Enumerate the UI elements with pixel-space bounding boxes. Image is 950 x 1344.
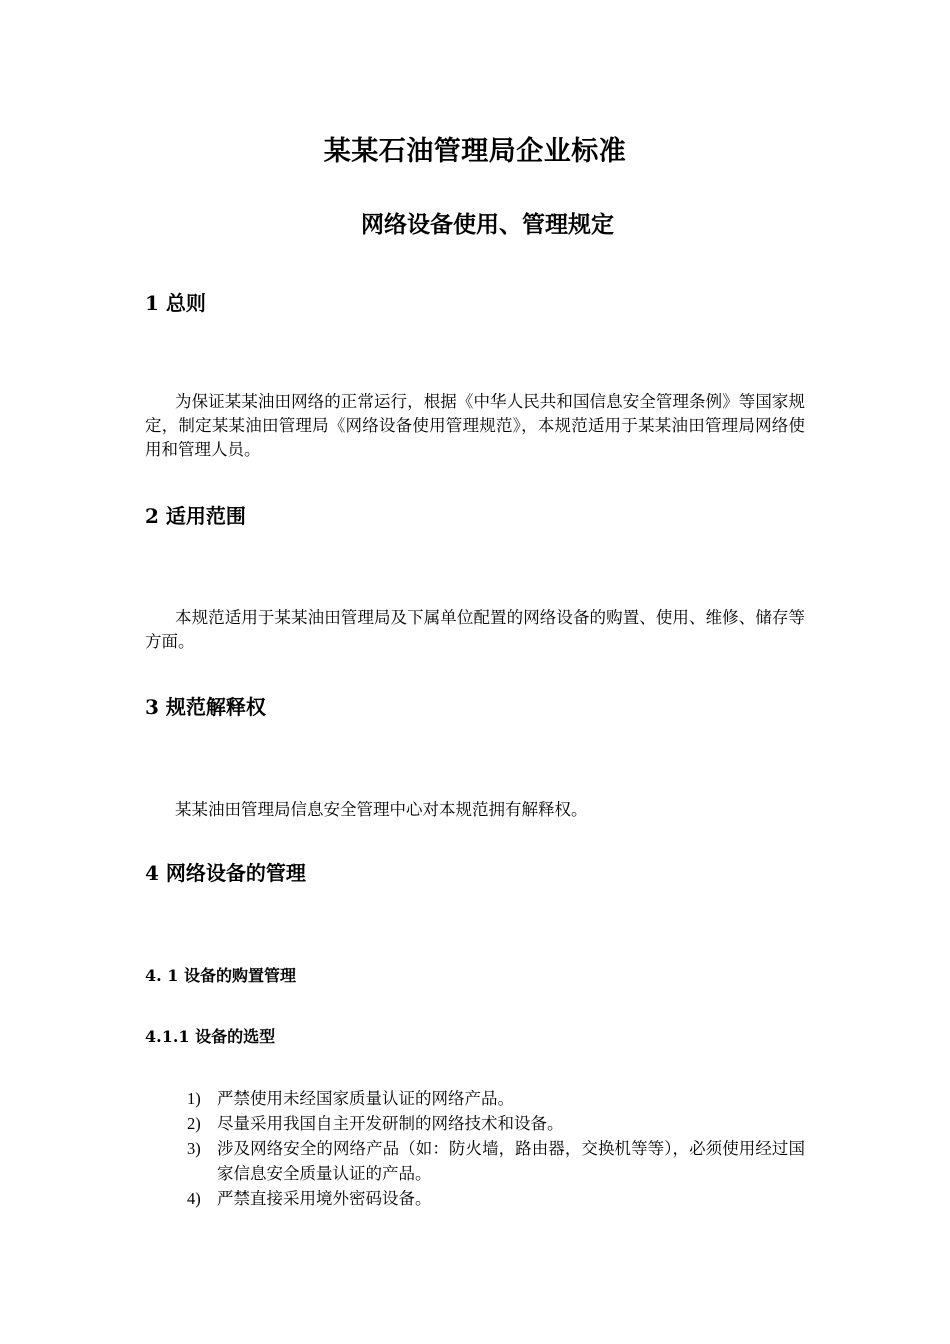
list-item-text: 涉及网络安全的网络产品（如：防火墙，路由器，交换机等等），必须使用经过国家信息安全质量认证的产品。 xyxy=(217,1139,805,1183)
list-item-text: 尽量采用我国自主开发研制的网络技术和设备。 xyxy=(217,1114,564,1133)
list-item xyxy=(145,1111,805,1136)
selection-rules-list xyxy=(145,1086,805,1211)
list-item xyxy=(145,1086,805,1111)
list-item-number: 2) xyxy=(187,1114,201,1133)
list-item-text: 严禁使用未经国家质量认证的网络产品。 xyxy=(217,1089,514,1108)
document-title: 某某石油管理局企业标准 xyxy=(323,136,627,167)
subsection-heading-purchase: 4. 1 设备的购置管理 xyxy=(145,966,296,985)
section-heading-device-management: 4 网络设备的管理 xyxy=(145,861,306,885)
list-item xyxy=(145,1186,805,1211)
section-heading-scope: 2 适用范围 xyxy=(145,504,246,528)
list-item-number: 3) xyxy=(187,1139,201,1158)
subsubsection-heading-selection: 4.1.1 设备的选型 xyxy=(145,1027,276,1046)
section-body-interpretation: 某某油田管理局信息安全管理中心对本规范拥有解释权。 xyxy=(175,800,588,819)
section-body-scope: 本规范适用于某某油田管理局及下属单位配置的网络设备的购置、使用、维修、储存等方面。 xyxy=(145,608,805,651)
list-item xyxy=(145,1136,805,1186)
section-heading-interpretation: 3 规范解释权 xyxy=(145,695,266,719)
section-body-general: 为保证某某油田网络的正常运行，根据《中华人民共和国信息安全管理条例》等国家规定，制定某某油田管理局《网络设备使用管理规范》，本规范适用于某某油田管理局网络使用和管理人员。 xyxy=(145,392,805,459)
section-heading-general: 1 总则 xyxy=(145,291,206,315)
document-subtitle: 网络设备使用、管理规定 xyxy=(361,211,614,238)
list-item-number: 1) xyxy=(187,1089,201,1108)
list-item-number: 4) xyxy=(187,1189,201,1208)
list-item-text: 严禁直接采用境外密码设备。 xyxy=(217,1189,432,1208)
